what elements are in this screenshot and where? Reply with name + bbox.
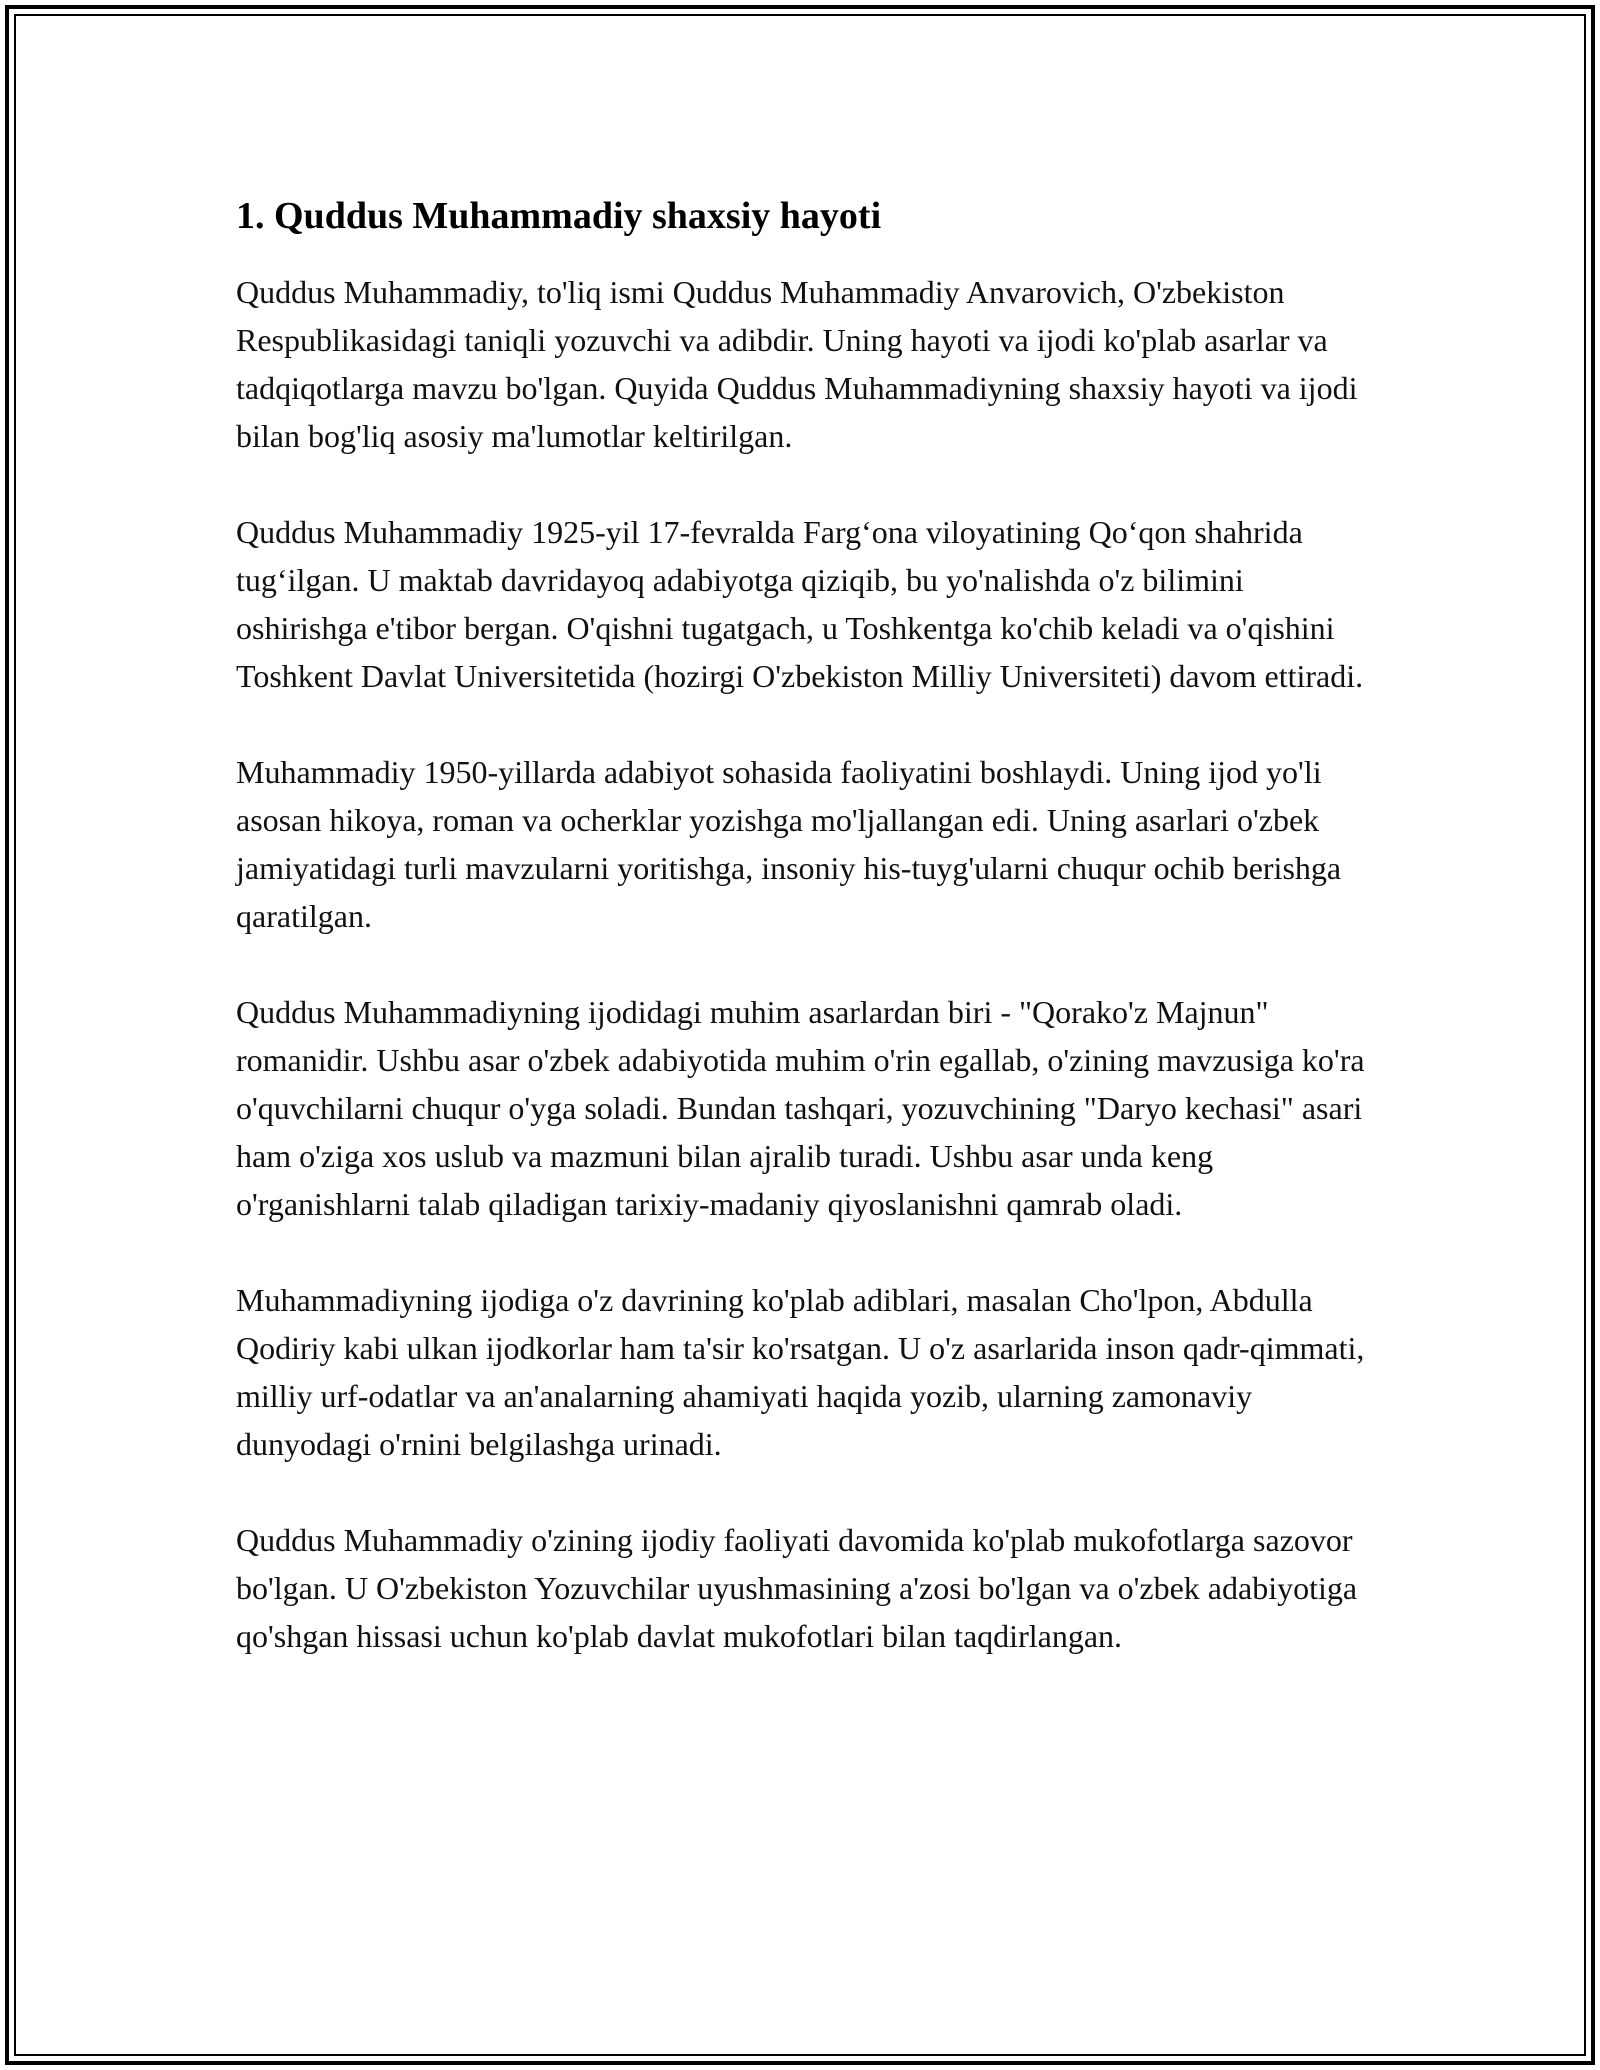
section-title: 1. Quddus Muhammadiy shaxsiy hayoti [236,195,882,237]
paragraph-career-start: Muhammadiy 1950-yillarda adabiyot sohasida faoliyatini boshlaydi. Uning ijod yo'li asosan hikoya, roman va ocherklar yozishga mo'ljallangan edi. Uning asarlari o'zbek jamiyatidagi turli mavzularni yoritishga, insoniy his-tuyg'ularni chuqur ochib berishga qaratilgan. [236,754,1342,934]
document-body [236,186,1366,1708]
paragraph-early-life: Quddus Muhammadiy 1925-yil 17-fevralda Farg‘ona viloyatining Qo‘qon shahrida tug‘ilgan. U maktab davridayoq adabiyotga qiziqib, bu yo'nalishda o'z bilimini oshirishga e'tibor bergan. O'qishni tugatgach, u Toshkentga ko'chib keladi va o'qishini Toshkent Davlat Universitetida (hozirgi O'zbekiston Milliy Universiteti) davom ettiradi. [236,514,1364,694]
paragraph-awards: Quddus Muhammadiy o'zining ijodiy faoliyati davomida ko'plab mukofotlarga sazovor bo'lgan. U O'zbekiston Yozuvchilar uyushmasining a'zosi bo'lgan va o'zbek adabiyotiga qo'shgan hissasi uchun ko'plab davlat mukofotlari bilan taqdirlangan. [236,1522,1358,1654]
paragraph-influences: Muhammadiyning ijodiga o'z davrining ko'plab adiblari, masalan Cho'lpon, Abdulla Qodiriy kabi ulkan ijodkorlar ham ta'sir ko'rsatgan. U o'z asarlarida inson qadr-qimmati, milliy urf-odatlar va an'analarning ahamiyati haqida yozib, ularning zamonaviy dunyodagi o'rnini belgilashga urinadi. [236,1282,1365,1462]
paragraph-major-works: Quddus Muhammadiyning ijodidagi muhim asarlardan biri - "Qorako'z Majnun" romanidir. Ushbu asar o'zbek adabiyotida muhim o'rin egallab, o'zining mavzusiga ko'ra o'quvchilarni chuqur o'yga soladi. Bundan tashqari, yozuvchining "Daryo kechasi" asari ham o'ziga xos uslub va mazmuni bilan ajralib turadi. Ushbu asar unda keng o'rganishlarni talab qiladigan tarixiy-madaniy qiyoslanishni qamrab oladi. [236,994,1365,1222]
paragraph-intro: Quddus Muhammadiy, to'liq ismi Quddus Muhammadiy Anvarovich, O'zbekiston Respublikasidagi taniqli yozuvchi va adibdir. Uning hayoti va ijodi ko'plab asarlar va tadqiqotlarga mavzu bo'lgan. Quyida Quddus Muhammadiyning shaxsiy hayoti va ijodi bilan bog'liq asosiy ma'lumotlar keltirilgan. [236,274,1358,454]
